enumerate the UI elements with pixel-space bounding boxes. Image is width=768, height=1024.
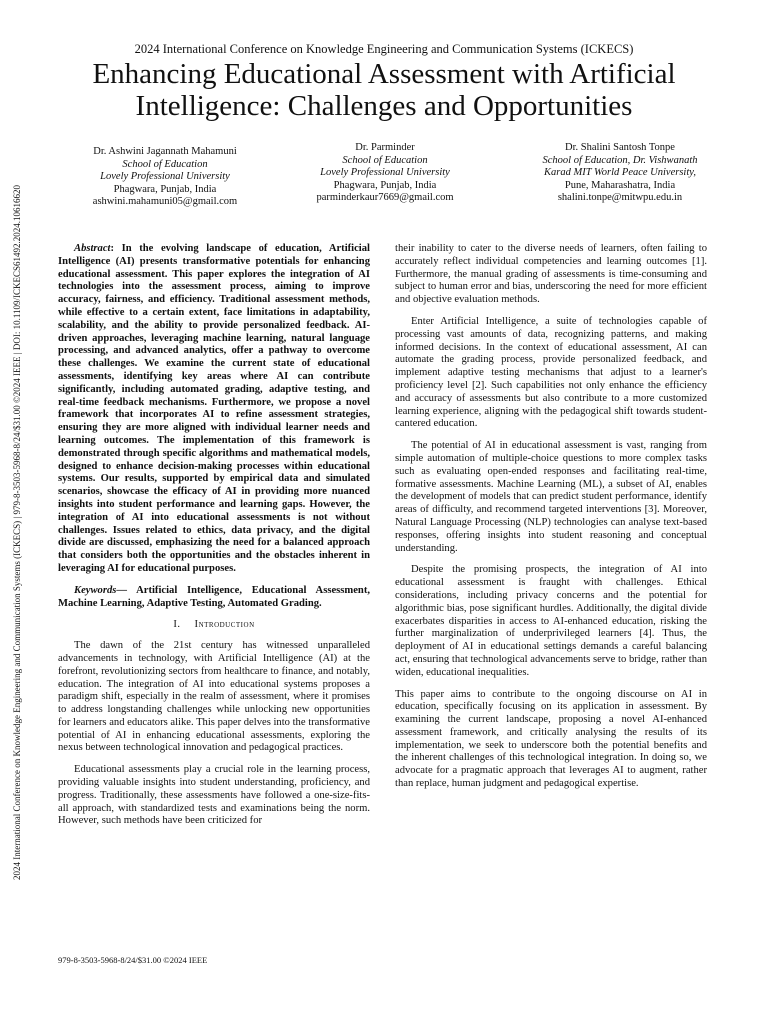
abstract [58,243,370,576]
right-column [395,243,707,800]
paragraph: their inability to cater to the diverse needs of learners, often failing to accurately reflect individual competencies and learning outcomes [1]. Furthermore, the manual grading of assessments is time-consuming and subject to human error and bias, underscoring the need for more efficient and objective evaluation methods. [395,243,707,306]
paragraph: The dawn of the 21st century has witnessed unparalleled advancements in technology, with Artificial Intelligence (AI) at the forefront, revolutionizing sectors from healthcare to finance, and notably, education. The integration of AI into educational systems proposes a paradigm shift, especially in the realm of assessment, where it promises to address longstanding challenges while unlocking new opportunities for learners and educators alike. This paper delves into the transformative potential of AI in enhancing educational assessments, exploring the nexus between technological innovation and pedagogical practices. [58,640,370,754]
author-email: ashwini.mahamuni05@gmail.com [92,196,238,207]
paper-title: Enhancing Educational Assessment with Artificial Intelligence: Challenges and Opportunities [92,58,676,122]
side-margin-citation: 2024 International Conference on Knowledge Engineering and Communication Systems (ICKECS) | 979-8-3503-5968-8/24/$31.00 ©2024 IEEE | DOI: 10.1109/ICKECS61492.2024.10616620 [12,184,22,880]
author-location: Phagwara, Punjab, India [333,179,437,191]
paragraph: This paper aims to contribute to the ongoing discourse on AI in education, specifically focusing on its application in assessment. By examining the current landscape, proposing a novel AI-enhanced assessment framework, and critically analysing the results of its implementation, we seek to underscore both the potential benefits and the inherent challenges of this technological integration. In doing so, we advocate for a pragmatic approach that leverages AI to augment, rather than replace, human judgment and pedagogical expertise. [395,688,707,790]
conference-header: 2024 International Conference on Knowledge Engineering and Communication Systems (ICKECS) [134,42,634,56]
author-location: Pune, Maharashatra, India [564,179,676,191]
author-block-3 [510,142,730,205]
footer-copyright: 979-8-3503-5968-8/24/$31.00 ©2024 IEEE [58,955,208,965]
author-name: Dr. Ashwini Jagannath Mahamuni [93,146,237,157]
author-affiliation: Karad MIT World Peace University, [544,167,696,178]
section-number: I. [173,619,181,631]
author-location: Phagwara, Punjab, India [113,183,217,195]
author-affiliation: Lovely Professional University [320,167,450,178]
author-affiliation: School of Education [342,154,428,166]
author-block-2 [275,142,495,205]
paragraph: Enter Artificial Intelligence, a suite of technologies capable of processing vast amounts of data, recognizing patterns, and making informed decisions. In the context of educational assessment, AI can automate the grading process, provide personalized feedback, and implement adaptive testing mechanisms that adjust to a learner's proficiency level [2]. Such capabilities not only enhance the efficiency and accuracy of assessments but also contribute to a more customized learning experience, aligning with the pedagogical shift towards student-cantered education. [395,315,707,430]
abstract-text: : In the evolving landscape of education, Artificial Intelligence (AI) presents transformative potentials for enhancing educational assessment. This paper explores the integration of AI technologies into the assessment process, aiming to improve accuracy, fairness, and efficiency. Traditional assessment methods, while effective to a certain extent, face limitations in adaptability, scalability, and the ability to provide personalized feedback. AI-driven approaches, leveraging machine learning, natural language processing, and advanced analytics, offer a pathway to overcome these challenges. We examine the current state of educational assessments, identifying key areas where AI can contribute significantly, including automated grading, adaptive testing, and real-time feedback mechanisms. Furthermore, we propose a novel framework that incorporates AI to refine assessment strategies, ensuring they are more aligned with individual learner needs and learning outcomes. The implementation of this framework is demonstrated through specific algorithms and mathematical models, designed to enhance decision-making processes within educational systems. Our results, supported by empirical data and simulated scenarios, showcase the efficacy of AI in providing more nuanced insights into student performance and learning gaps. However, the integration of AI into educational assessments is not without challenges. Issues related to ethics, data privacy, and the digital divide are discussed, emphasizing the need for a balanced approach that considers both the opportunities and the obstacles inherent in leveraging AI for educational purposes. [58,243,370,574]
author-email: parminderkaur7669@gmail.com [316,192,454,203]
section-heading-introduction [58,619,370,632]
author-affiliation: School of Education, Dr. Vishwanath [542,154,698,166]
paragraph: The potential of AI in educational assessment is vast, ranging from simple automation of multiple-choice questions to more complex tasks such as evaluating open-ended responses and facilitating real-time, formative assessments. Machine Learning (ML), a subset of AI, enables the development of models that can predict student performance, identify areas of difficulty, and recommend targeted interventions [3]. Moreover, Natural Language Processing (NLP) technologies can analyse text-based responses, offering insights into student reasoning and conceptual understanding. [395,440,707,554]
author-email: shalini.tonpe@mitwpu.edu.in [557,192,683,203]
keywords-label: Keywords [74,584,117,596]
author-name: Dr. Shalini Santosh Tonpe [565,142,675,153]
keywords [58,585,370,611]
left-column [58,243,370,837]
author-affiliation: School of Education [122,158,208,170]
abstract-label: Abstract [74,243,111,254]
author-affiliation: Lovely Professional University [100,171,230,182]
section-title: Introduction [194,619,255,631]
keywords-text: — Artificial Intelligence, Educational Assessment, Machine Learning, Adaptive Testing, Automated Grading. [58,584,370,609]
paragraph: Educational assessments play a crucial role in the learning process, providing valuable insights into student understanding, proficiency, and progress. Traditionally, these assessments have followed a one-size-fits-all approach, with standardized tests and examinations being the norm. However, such methods have been criticized for [58,764,370,827]
paragraph: Despite the promising prospects, the integration of AI into educational assessment is fraught with challenges. Ethical considerations, including privacy concerns and the potential for algorithmic bias, pose significant hurdles. Additionally, the digital divide exacerbates disparities in access to AI-enhanced education, risking the further marginalization of underprivileged learners [4]. Thus, the deployment of AI in educational settings demands a careful balancing act, ensuring that technological advancements serve to bridge, rather than widen, educational inequalities. [395,564,707,678]
author-block-1 [55,146,275,209]
author-name: Dr. Parminder [355,142,415,153]
